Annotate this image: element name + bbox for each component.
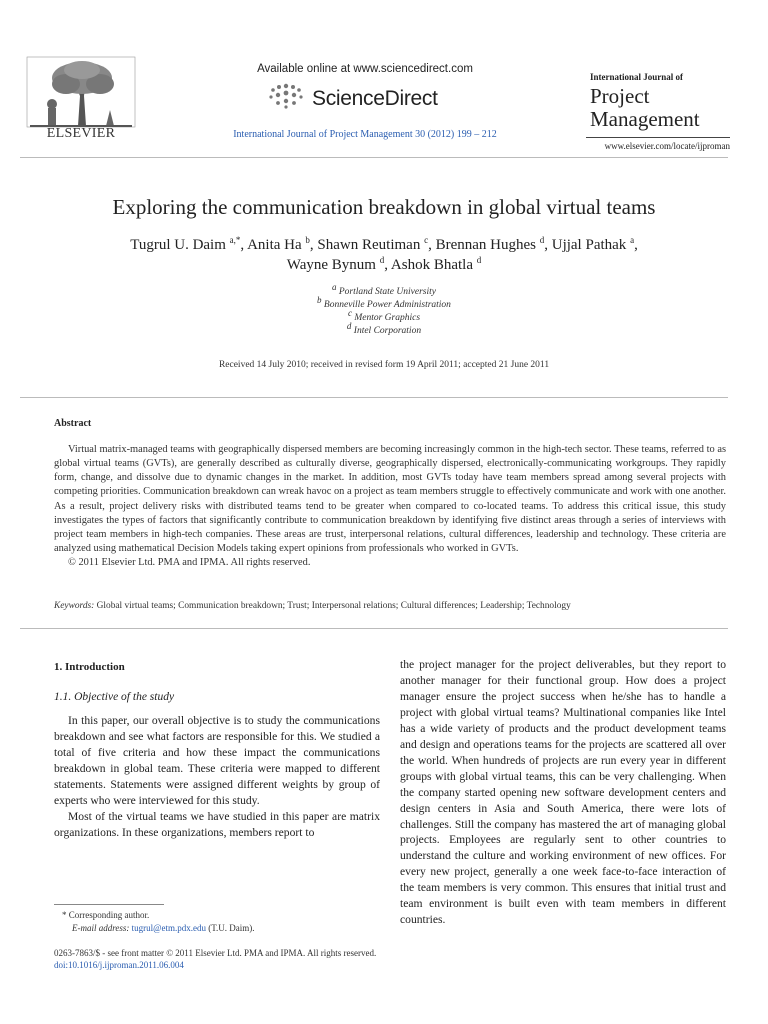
affiliation-name: Portland State University xyxy=(338,287,436,298)
affiliation-mark: c xyxy=(347,308,352,318)
body-paragraph: In this paper, our overall objective is to study the communications breakdown and see what factors are responsible for this. We studied a total of five criteria and how these impact the communications breakdown in global team. These criteria were mapped to different statements. Statements were assigned different weights by group of experts who were interviewed for this study. xyxy=(54,714,380,807)
affiliation-c xyxy=(30,308,738,324)
author-name: Anita Ha xyxy=(247,237,302,253)
author-list-line1 xyxy=(30,237,738,254)
author-separator: , xyxy=(544,237,552,253)
body-paragraph: Most of the virtual teams we have studied in this paper are matrix organizations. In these organizations, members report to xyxy=(54,809,380,839)
author-name: Wayne Bynum xyxy=(286,257,376,273)
doi-link[interactable]: doi:10.1016/j.ijproman.2011.06.004 xyxy=(54,960,184,970)
author-affiliation-mark: d xyxy=(539,235,545,245)
header-divider xyxy=(20,157,728,158)
article-title: Exploring the communication breakdown in global virtual teams xyxy=(112,195,656,219)
available-online-text: Available online at www.sciencedirect.com xyxy=(257,63,473,75)
author-name: Ashok Bhatla xyxy=(390,257,473,273)
elsevier-tree-logo xyxy=(26,56,136,128)
affiliation-mark: b xyxy=(317,295,322,305)
email-suffix: (T.U. Daim). xyxy=(205,923,255,933)
abstract-body xyxy=(54,443,726,570)
abstract-heading: Abstract xyxy=(54,418,92,429)
subsection-heading: 1.1. Objective of the study xyxy=(54,691,175,703)
received-dates: Received 14 July 2010; received in revised form 19 April 2011; accepted 21 June 2011 xyxy=(218,360,550,370)
author-affiliation-mark: d xyxy=(379,255,385,265)
keywords-label: Keywords: xyxy=(54,601,95,611)
author-separator: , xyxy=(634,237,638,253)
journal-title-small: International Journal of xyxy=(590,72,684,82)
corresponding-author-note: * Corresponding author. xyxy=(62,910,150,920)
author-affiliation-mark: d xyxy=(476,255,482,265)
affiliation-name: Bonneville Power Administration xyxy=(323,300,451,311)
email-note xyxy=(72,923,255,933)
affiliation-mark: d xyxy=(346,321,352,331)
journal-title-line2: Management xyxy=(590,107,700,131)
author-name: Tugrul U. Daim xyxy=(130,237,226,253)
affiliation-b xyxy=(30,295,738,311)
left-column xyxy=(54,713,380,841)
author-affiliation-mark: a xyxy=(630,235,635,245)
front-matter-notice: 0263-7863/$ - see front matter © 2011 Elsevier Ltd. PMA and IPMA. All rights reserved. xyxy=(54,948,377,958)
section-heading: 1. Introduction xyxy=(54,661,125,673)
email-label: E-mail address: xyxy=(72,923,132,933)
journal-rule xyxy=(586,137,730,138)
affiliation-name: Intel Corporation xyxy=(353,326,422,337)
author-separator: , xyxy=(428,237,436,253)
sciencedirect-dots-icon xyxy=(266,82,306,110)
abstract-copyright: © 2011 Elsevier Ltd. PMA and IPMA. All rights reserved. xyxy=(68,557,311,569)
affiliation-name: Mentor Graphics xyxy=(354,313,421,324)
author-affiliation-mark: b xyxy=(305,235,310,245)
abstract-top-rule xyxy=(20,397,728,398)
keywords xyxy=(54,601,726,611)
abstract-bottom-rule xyxy=(20,628,728,629)
author-list-line2 xyxy=(30,257,738,274)
author-separator: , xyxy=(384,257,391,273)
author-affiliation-mark: a,* xyxy=(229,235,241,245)
journal-title-line1: Project xyxy=(590,84,650,108)
keywords-list: Global virtual teams; Communication breakdown; Trust; Interpersonal relations; Cultural differences; Leadership; Technology xyxy=(94,601,571,611)
journal-citation[interactable]: International Journal of Project Management 30 (2012) 199 – 212 xyxy=(233,129,497,140)
body-paragraph: the project manager for the project deliverables, but they report to another manager for their functional group. How does a project manager ensure the project success when he/she has to handle a project with global virtual teams? Multinational companies like Intel has a wide variety of products and the product development teams and design and operations teams for the projects are scattered all over the world. When hundreds of projects are run every year in different groups with global virtual teams, this can be very challenging. When the company started opening new software development centers and design centers in Asia and South America, there were lots of challenges. Still the company has mastered the art of managing global projects. Employees are regularly sent to other countries to understand the culture and working environment of new offices. For every new project, generally a one week face-to-face interaction of the team members is very common. This ensures that initial trust and team environment is built even with team members in different countries. xyxy=(400,658,726,927)
affiliation-a xyxy=(30,282,738,298)
author-separator: , xyxy=(309,237,318,253)
author-name: Ujjal Pathak xyxy=(551,237,627,253)
footnote-rule xyxy=(54,904,164,905)
journal-url[interactable]: www.elsevier.com/locate/ijproman xyxy=(604,141,730,151)
publisher-name: ELSEVIER xyxy=(46,126,116,141)
author-affiliation-mark: c xyxy=(424,235,429,245)
affiliation-mark: a xyxy=(332,282,337,292)
email-link[interactable]: tugrul@etm.pdx.edu xyxy=(131,923,206,933)
author-separator: , xyxy=(240,237,248,253)
abstract-text: Virtual matrix-managed teams with geographically dispersed members are becoming increasingly common in the high-tech sector. These teams, referred to as global virtual teams (GVTs), are generally described as culturally diverse, geographically dispersed, electronically-communicating workgroups. They rapidly form, change, and dissolve due to dynamic changes in the market. In addition, most GVTs today have team members spread among several projects with competing priorities. Communication breakdown can wreak havoc on a project as team members struggle to effectively communicate and work with one another. As a result, project delivery risks with distributed teams tend to be greater when compared to co-located teams. To address this critical issue, this study investigates the types of factors that significantly contribute to communication breakdown by identifying five distinct areas through a series of interviews with project team members in high-tech companies. These areas are trust, interpersonal relations, cultural differences, leadership and technology. These criteria are analyzed using mathematical Decision Models taking expert opinions from professionals who worked in GVTs. xyxy=(54,444,726,555)
affiliation-d xyxy=(30,321,738,337)
author-name: Brennan Hughes xyxy=(435,237,536,253)
author-name: Shawn Reutiman xyxy=(317,237,421,253)
right-column xyxy=(400,657,726,928)
sciencedirect-wordmark: ScienceDirect xyxy=(312,87,438,110)
